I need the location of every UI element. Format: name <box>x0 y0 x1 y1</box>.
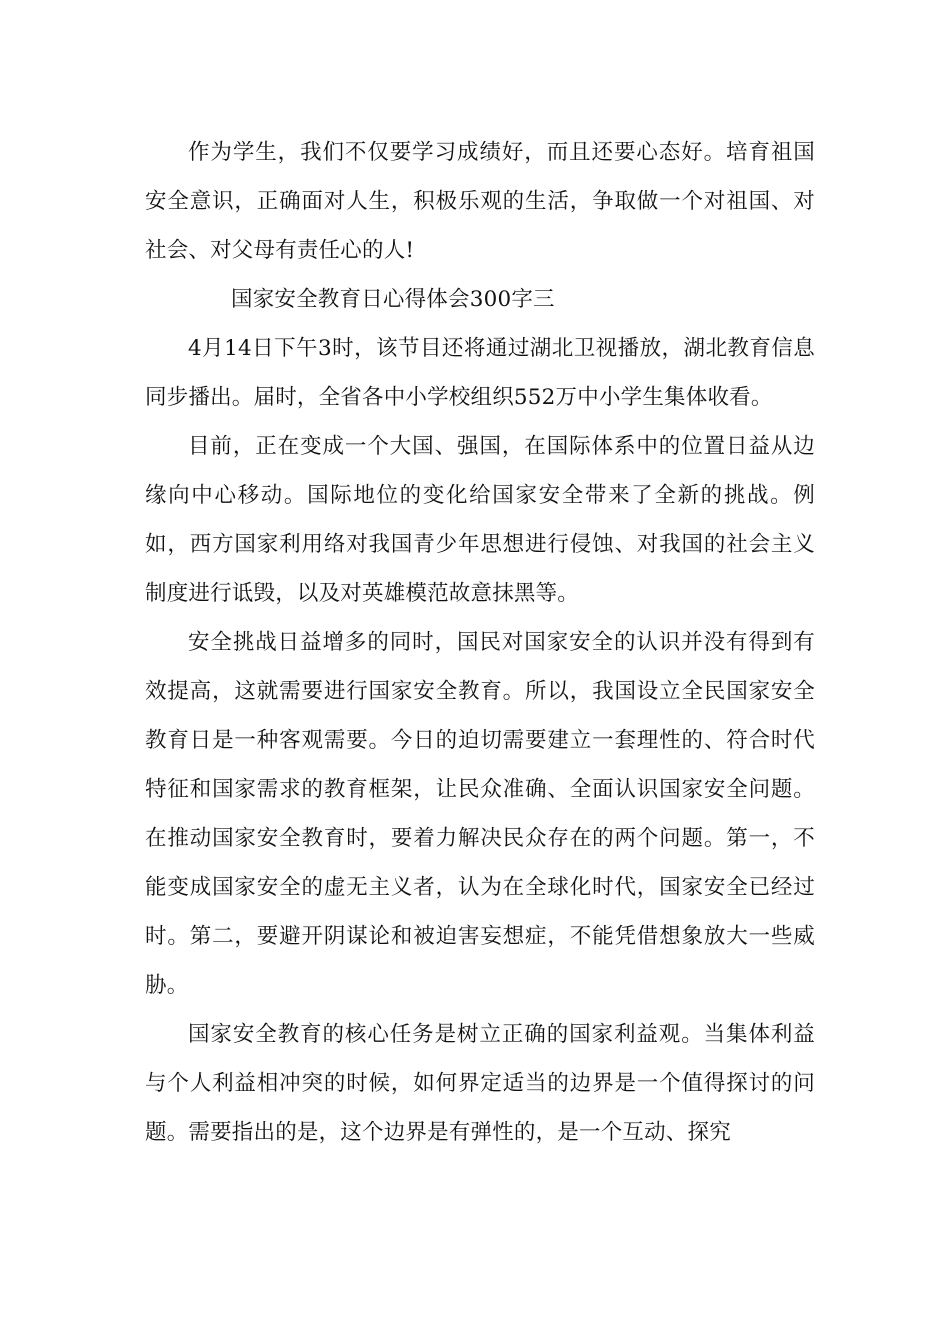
paragraph-broadcast: 4月14日下午3时，该节目还将通过湖北卫视播放，湖北教育信息同步播出。届时，全省各中小学校组织552万中小学生集体收看。 <box>145 336 815 410</box>
section-heading: 国家安全教育日心得体会300字三 <box>231 287 555 312</box>
paragraph-national-interest: 国家安全教育的核心任务是树立正确的国家利益观。当集体利益与个人利益相冲突的时候，如何界定适当的边界是一个值得探讨的问题。需要指出的是，这个边界是有弹性的，是一个互动、探究 <box>145 1022 815 1145</box>
paragraph-security-education: 安全挑战日益增多的同时，国民对国家安全的认识并没有得到有效提高，这就需要进行国家安全教育。所以，我国设立全民国家安全教育日是一种客观需要。今日的迫切需要建立一套理性的、符合时代特征和国家需求的教育框架，让民众准确、全面认识国家安全问题。在推动国家安全教育时，要着力解决民众存在的两个问题。第一，不能变成国家安全的虚无主义者，认为在全球化时代，国家安全已经过时。第二，要避开阴谋论和被迫害妄想症，不能凭借想象放大一些威胁。 <box>145 630 815 998</box>
paragraph-student-attitude: 作为学生，我们不仅要学习成绩好，而且还要心态好。培育祖国安全意识，正确面对人生，积极乐观的生活，争取做一个对祖国、对社会、对父母有责任心的人! <box>145 140 815 263</box>
paragraph-international-status: 目前，正在变成一个大国、强国，在国际体系中的位置日益从边缘向中心移动。国际地位的变化给国家安全带来了全新的挑战。例如，西方国家利用络对我国青少年思想进行侵蚀、对我国的社会主义制度进行诋毁，以及对英雄模范故意抹黑等。 <box>145 434 815 606</box>
document-body <box>145 128 815 1157</box>
